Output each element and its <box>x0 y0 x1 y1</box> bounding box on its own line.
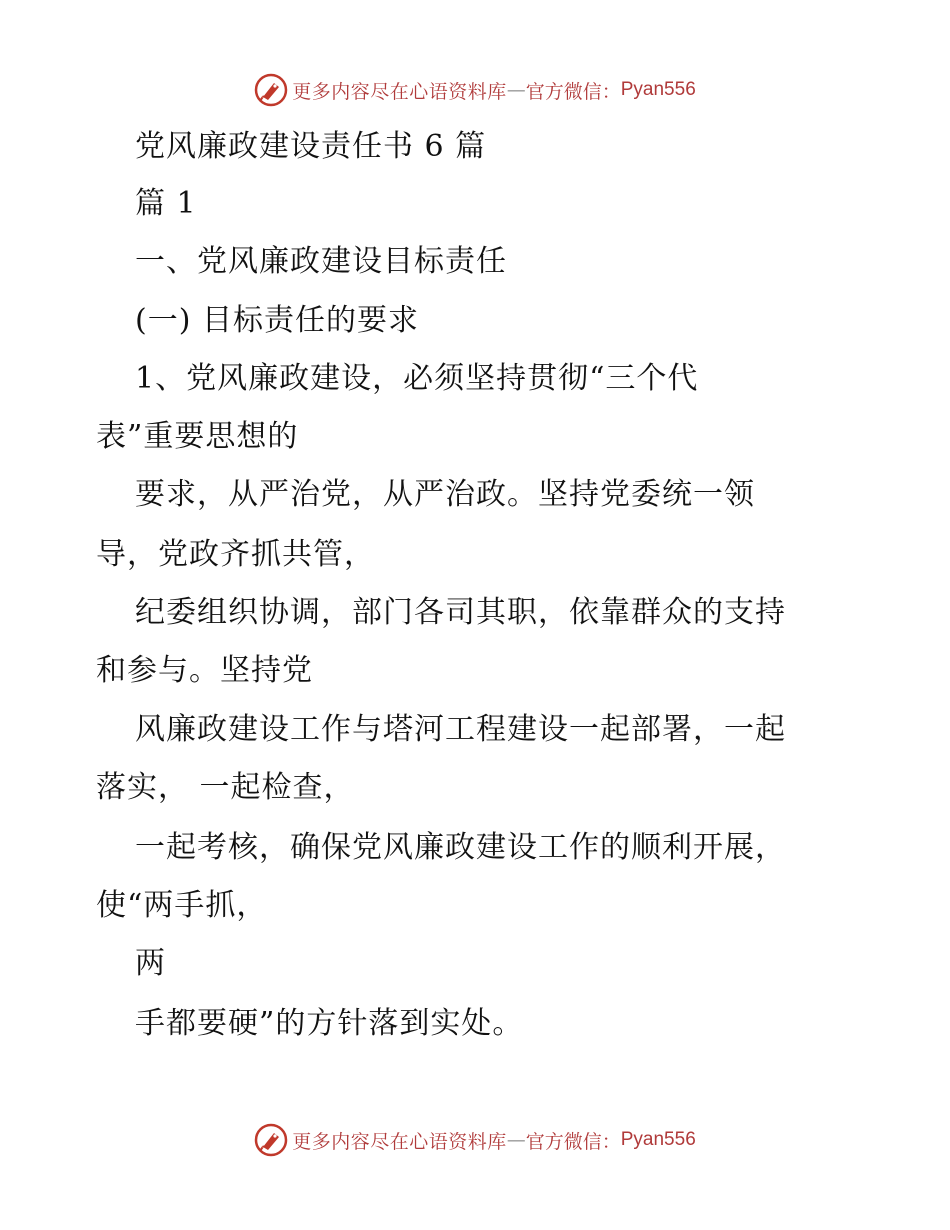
body-line: 要求，从严治党，从严治政。坚持党委统一领 <box>135 477 755 512</box>
body-line: 1、党风廉政建设，必须坚持贯彻“三个代 <box>135 361 699 396</box>
body-line: 使“两手抓， <box>96 888 268 923</box>
body-line: 落实， 一起检查， <box>96 770 355 805</box>
chapter-label: 篇 1 <box>135 186 197 221</box>
banner-separator: — <box>506 79 526 101</box>
footer-banner <box>0 1120 950 1160</box>
promo-text: 更多内容尽在心语资料库 <box>292 80 507 103</box>
wechat-label: 官方微信： <box>525 80 621 103</box>
sub-heading: (一) 目标责任的要求 <box>135 303 419 338</box>
promo-text: 更多内容尽在心语资料库 <box>292 1130 507 1153</box>
wechat-id: Pyan556 <box>620 79 696 100</box>
header-banner <box>0 70 950 110</box>
pen-nib-logo-icon <box>254 1123 288 1157</box>
banner-separator: — <box>506 1129 526 1151</box>
body-line: 表”重要思想的 <box>96 419 299 454</box>
document-title: 党风廉政建设责任书 6 篇 <box>135 129 487 164</box>
wechat-label: 官方微信： <box>525 1130 621 1153</box>
body-line: 两 <box>135 946 166 981</box>
body-line: 纪委组织协调，部门各司其职，依靠群众的支持 <box>135 595 786 630</box>
section-heading: 一、党风廉政建设目标责任 <box>135 244 507 279</box>
pen-nib-logo-icon <box>254 73 288 107</box>
body-line: 导，党政齐抓共管， <box>96 537 375 572</box>
body-line: 一起考核，确保党风廉政建设工作的顺利开展， <box>135 830 786 865</box>
body-line: 手都要硬”的方针落到实处。 <box>135 1006 524 1041</box>
body-line: 风廉政建设工作与塔河工程建设一起部署，一起 <box>135 712 786 747</box>
wechat-id: Pyan556 <box>620 1129 696 1150</box>
body-line: 和参与。坚持党 <box>96 653 313 688</box>
